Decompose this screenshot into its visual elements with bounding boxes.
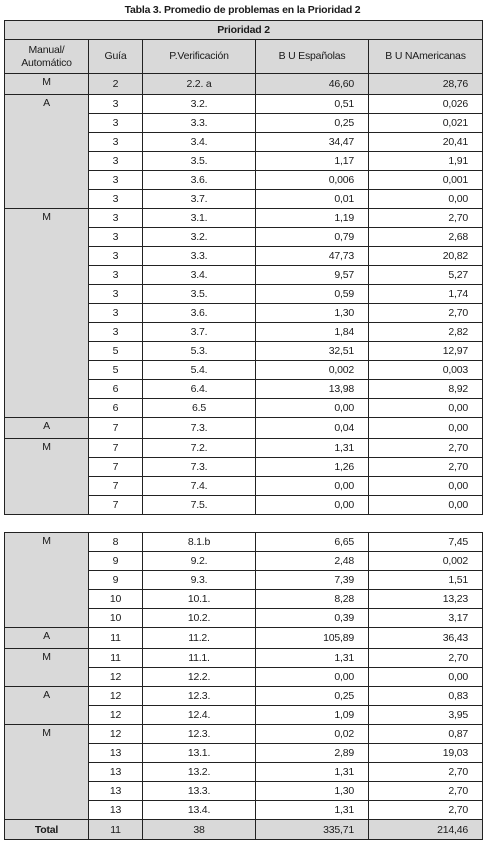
spanish-value-cell: 1,31 [256, 763, 369, 782]
verification-cell: 7.3. [143, 458, 256, 477]
north-american-value-cell: 2,70 [369, 304, 483, 323]
table-row [5, 95, 483, 114]
guia-cell: 9 [89, 571, 143, 590]
guia-cell: 10 [89, 609, 143, 628]
verification-cell: 3.3. [143, 114, 256, 133]
guia-cell: 11 [89, 649, 143, 668]
spanish-value-cell: 47,73 [256, 247, 369, 266]
north-american-value-cell: 0,00 [369, 190, 483, 209]
verification-cell: 7.4. [143, 477, 256, 496]
spanish-value-cell: 1,31 [256, 439, 369, 458]
column-header-spanish-libraries: B U Españolas [256, 40, 369, 74]
north-american-value-cell: 1,74 [369, 285, 483, 304]
spanish-value-cell: 0,002 [256, 361, 369, 380]
verification-cell: 12.3. [143, 725, 256, 744]
guia-cell: 13 [89, 744, 143, 763]
verification-cell: 5.3. [143, 342, 256, 361]
north-american-value-cell: 12,97 [369, 342, 483, 361]
priority-table-part-2 [4, 532, 483, 840]
spanish-value-cell: 0,39 [256, 609, 369, 628]
guia-cell: 3 [89, 266, 143, 285]
spanish-value-cell: 1,19 [256, 209, 369, 228]
guia-cell: 5 [89, 342, 143, 361]
verification-cell: 13.1. [143, 744, 256, 763]
spanish-value-cell: 1,31 [256, 649, 369, 668]
spanish-value-cell: 0,00 [256, 399, 369, 418]
verification-cell: 3.3. [143, 247, 256, 266]
verification-cell: 11.1. [143, 649, 256, 668]
spanish-value-cell: 0,25 [256, 687, 369, 706]
verification-cell: 13.2. [143, 763, 256, 782]
column-header-verification: P.Verificación [143, 40, 256, 74]
north-american-value-cell: 2,70 [369, 763, 483, 782]
spanish-value-cell: 0,00 [256, 496, 369, 515]
spanish-value-cell: 105,89 [256, 628, 369, 649]
guia-cell: 7 [89, 496, 143, 515]
spanish-value-cell: 2,48 [256, 552, 369, 571]
guia-cell: 3 [89, 114, 143, 133]
priority-table-part-1 [4, 20, 483, 515]
north-american-value-cell: 2,70 [369, 649, 483, 668]
north-american-value-cell: 1,91 [369, 152, 483, 171]
north-american-value-cell: 0,00 [369, 668, 483, 687]
verification-cell: 13.4. [143, 801, 256, 820]
verification-cell: 10.2. [143, 609, 256, 628]
north-american-value-cell: 2,82 [369, 323, 483, 342]
mode-cell: M [5, 533, 89, 628]
verification-cell: 7.5. [143, 496, 256, 515]
verification-cell: 7.2. [143, 439, 256, 458]
verification-cell: 6.4. [143, 380, 256, 399]
verification-cell: 7.3. [143, 418, 256, 439]
total-north-american: 214,46 [369, 820, 483, 840]
spanish-value-cell: 0,01 [256, 190, 369, 209]
guia-cell: 6 [89, 399, 143, 418]
north-american-value-cell: 0,001 [369, 171, 483, 190]
spanish-value-cell: 0,00 [256, 668, 369, 687]
verification-cell: 5.4. [143, 361, 256, 380]
north-american-value-cell: 2,70 [369, 439, 483, 458]
north-american-value-cell: 0,002 [369, 552, 483, 571]
guia-cell: 13 [89, 782, 143, 801]
verification-cell: 12.2. [143, 668, 256, 687]
verification-cell: 3.5. [143, 285, 256, 304]
column-header-mode: Manual/ Automático [5, 40, 89, 74]
verification-cell: 13.3. [143, 782, 256, 801]
north-american-value-cell: 0,021 [369, 114, 483, 133]
spanish-value-cell: 0,00 [256, 477, 369, 496]
mode-cell: M [5, 649, 89, 687]
north-american-value-cell: 0,003 [369, 361, 483, 380]
north-american-value-cell: 2,70 [369, 458, 483, 477]
verification-cell: 3.6. [143, 171, 256, 190]
guia-cell: 13 [89, 801, 143, 820]
table-row [5, 725, 483, 744]
verification-cell: 10.1. [143, 590, 256, 609]
guia-cell: 12 [89, 706, 143, 725]
guia-cell: 10 [89, 590, 143, 609]
north-american-value-cell: 2,70 [369, 782, 483, 801]
verification-cell: 8.1.b [143, 533, 256, 552]
verification-cell: 3.4. [143, 266, 256, 285]
total-row [5, 820, 483, 840]
mode-cell: A [5, 418, 89, 439]
north-american-value-cell: 20,82 [369, 247, 483, 266]
north-american-value-cell: 7,45 [369, 533, 483, 552]
verification-cell: 3.5. [143, 152, 256, 171]
verification-cell: 11.2. [143, 628, 256, 649]
north-american-value-cell: 0,00 [369, 418, 483, 439]
spanish-value-cell: 2,89 [256, 744, 369, 763]
verification-cell: 3.1. [143, 209, 256, 228]
north-american-value-cell: 3,95 [369, 706, 483, 725]
north-american-value-cell: 0,00 [369, 399, 483, 418]
verification-cell: 2.2. a [143, 74, 256, 95]
spanish-value-cell: 13,98 [256, 380, 369, 399]
mode-cell: M [5, 725, 89, 820]
spanish-value-cell: 0,51 [256, 95, 369, 114]
north-american-value-cell: 2,70 [369, 209, 483, 228]
verification-cell: 3.2. [143, 95, 256, 114]
north-american-value-cell: 1,51 [369, 571, 483, 590]
guia-cell: 3 [89, 171, 143, 190]
spanish-value-cell: 6,65 [256, 533, 369, 552]
spanish-value-cell: 9,57 [256, 266, 369, 285]
north-american-value-cell: 2,70 [369, 801, 483, 820]
guia-cell: 11 [89, 628, 143, 649]
spanish-value-cell: 8,28 [256, 590, 369, 609]
spanish-value-cell: 34,47 [256, 133, 369, 152]
north-american-value-cell: 19,03 [369, 744, 483, 763]
verification-cell: 6.5 [143, 399, 256, 418]
mode-cell: A [5, 687, 89, 725]
mode-cell: A [5, 95, 89, 209]
guia-cell: 3 [89, 95, 143, 114]
guia-cell: 12 [89, 687, 143, 706]
guia-cell: 2 [89, 74, 143, 95]
column-header-guia: Guía [89, 40, 143, 74]
table-row [5, 533, 483, 552]
guia-cell: 3 [89, 152, 143, 171]
table-row [5, 649, 483, 668]
verification-cell: 3.4. [143, 133, 256, 152]
north-american-value-cell: 20,41 [369, 133, 483, 152]
spanish-value-cell: 1,84 [256, 323, 369, 342]
spanish-value-cell: 0,59 [256, 285, 369, 304]
table-row [5, 74, 483, 95]
guia-cell: 7 [89, 418, 143, 439]
guia-cell: 3 [89, 304, 143, 323]
north-american-value-cell: 0,83 [369, 687, 483, 706]
spanish-value-cell: 1,26 [256, 458, 369, 477]
verification-cell: 3.7. [143, 190, 256, 209]
guia-cell: 3 [89, 323, 143, 342]
north-american-value-cell: 0,026 [369, 95, 483, 114]
guia-cell: 6 [89, 380, 143, 399]
guia-cell: 3 [89, 285, 143, 304]
spanish-value-cell: 0,006 [256, 171, 369, 190]
mode-cell: M [5, 439, 89, 515]
verification-cell: 3.6. [143, 304, 256, 323]
guia-cell: 3 [89, 228, 143, 247]
table-row [5, 439, 483, 458]
mode-cell: M [5, 209, 89, 418]
guia-cell: 12 [89, 725, 143, 744]
spanish-value-cell: 1,17 [256, 152, 369, 171]
guia-cell: 3 [89, 190, 143, 209]
guia-cell: 12 [89, 668, 143, 687]
north-american-value-cell: 0,00 [369, 496, 483, 515]
guia-cell: 8 [89, 533, 143, 552]
total-verification: 38 [143, 820, 256, 840]
north-american-value-cell: 36,43 [369, 628, 483, 649]
total-spanish: 335,71 [256, 820, 369, 840]
north-american-value-cell: 28,76 [369, 74, 483, 95]
spanish-value-cell: 0,25 [256, 114, 369, 133]
column-header-north-american-libraries: B U NAmericanas [369, 40, 483, 74]
verification-cell: 9.3. [143, 571, 256, 590]
spanish-value-cell: 1,30 [256, 304, 369, 323]
north-american-value-cell: 13,23 [369, 590, 483, 609]
guia-cell: 7 [89, 458, 143, 477]
verification-cell: 3.7. [143, 323, 256, 342]
spanish-value-cell: 46,60 [256, 74, 369, 95]
guia-cell: 5 [89, 361, 143, 380]
spanish-value-cell: 0,79 [256, 228, 369, 247]
guia-cell: 7 [89, 439, 143, 458]
table-row [5, 687, 483, 706]
north-american-value-cell: 0,00 [369, 477, 483, 496]
north-american-value-cell: 5,27 [369, 266, 483, 285]
spanish-value-cell: 0,02 [256, 725, 369, 744]
north-american-value-cell: 3,17 [369, 609, 483, 628]
spanish-value-cell: 7,39 [256, 571, 369, 590]
guia-cell: 13 [89, 763, 143, 782]
spanish-value-cell: 1,31 [256, 801, 369, 820]
north-american-value-cell: 2,68 [369, 228, 483, 247]
table-row [5, 418, 483, 439]
table-row [5, 628, 483, 649]
north-american-value-cell: 8,92 [369, 380, 483, 399]
table-row [5, 209, 483, 228]
guia-cell: 3 [89, 247, 143, 266]
table-caption: Tabla 3. Promedio de problemas en la Prioridad 2 [124, 4, 361, 16]
spanish-value-cell: 0,04 [256, 418, 369, 439]
verification-cell: 12.4. [143, 706, 256, 725]
total-label: Total [5, 820, 89, 840]
verification-cell: 12.3. [143, 687, 256, 706]
guia-cell: 3 [89, 209, 143, 228]
guia-cell: 3 [89, 133, 143, 152]
mode-cell: M [5, 74, 89, 95]
north-american-value-cell: 0,87 [369, 725, 483, 744]
spanish-value-cell: 1,09 [256, 706, 369, 725]
total-guia: 11 [89, 820, 143, 840]
table-title: Prioridad 2 [5, 21, 483, 40]
guia-cell: 9 [89, 552, 143, 571]
spanish-value-cell: 1,30 [256, 782, 369, 801]
mode-cell: A [5, 628, 89, 649]
verification-cell: 9.2. [143, 552, 256, 571]
guia-cell: 7 [89, 477, 143, 496]
spanish-value-cell: 32,51 [256, 342, 369, 361]
verification-cell: 3.2. [143, 228, 256, 247]
